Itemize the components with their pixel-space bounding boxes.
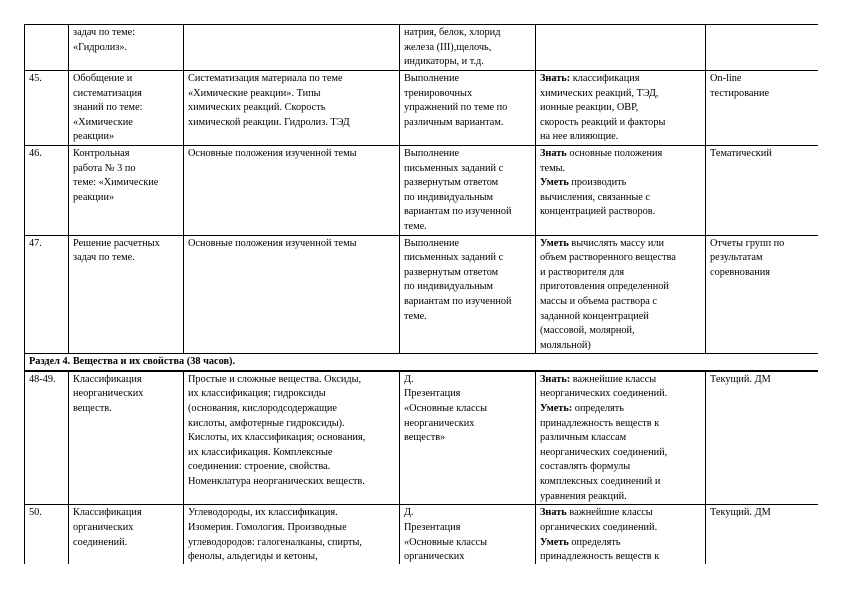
cell-line: «Гидролиз». [73, 41, 128, 53]
requirement-text: производить [568, 177, 627, 189]
cell-line: органических [73, 521, 134, 533]
section-header-body [25, 354, 819, 371]
cell-line [540, 251, 701, 266]
cell-line [540, 280, 701, 295]
lesson-activity [400, 71, 536, 146]
cell-line: Выполнение [404, 73, 460, 84]
cell-line [540, 521, 701, 536]
table-row [25, 235, 819, 354]
section-title: Раздел 4. Вещества и их свойства (38 часов). [25, 354, 819, 371]
requirement-keyword: Знать [540, 147, 567, 159]
requirement-text: составлять формулы [540, 461, 631, 473]
lesson-topic [69, 71, 184, 146]
cell-line: On-line [710, 73, 742, 84]
requirement-text: темы. [540, 162, 566, 174]
lesson-control [706, 145, 819, 235]
cell-line [540, 402, 701, 417]
cell-line: Текущий. ДМ [710, 373, 771, 385]
requirement-text: определять [572, 403, 624, 415]
lesson-content [184, 25, 400, 71]
cell-line: веществ» [404, 432, 446, 444]
cell-line: «Химические реакции». Типы [188, 87, 321, 99]
table-body-section [25, 371, 819, 564]
cell-line: Отчеты групп по [710, 237, 785, 249]
cell-line: вариантам по изученной [404, 206, 512, 218]
requirement-text: важнейшие классы [566, 507, 653, 519]
cell-line: различным вариантам. [404, 116, 504, 128]
cell-line [540, 147, 701, 162]
requirement-text: органических соединений. [540, 521, 658, 533]
cell-line: по индивидуальным [404, 281, 494, 293]
cell-line [540, 237, 701, 252]
requirement-text: принадлежность веществ к [540, 551, 660, 563]
cell-line: «Химические [73, 116, 133, 128]
cell-line: углеводородов: галогеналканы, спирты, [188, 536, 363, 548]
requirement-keyword: Знать: [540, 73, 571, 84]
lesson-content [184, 71, 400, 146]
table-row [25, 71, 819, 146]
cell-line: «Основные классы [404, 403, 488, 415]
lesson-activity [400, 145, 536, 235]
lesson-requirements [536, 71, 706, 146]
lesson-control [706, 25, 819, 71]
table-body [25, 25, 819, 354]
cell-line: Контрольная [73, 147, 130, 159]
cell-line: Выполнение [404, 237, 460, 249]
cell-line: органических [404, 551, 465, 563]
cell-line [540, 101, 701, 116]
requirement-text: комплексных соединений и [540, 476, 661, 488]
cell-line: химической реакции. Гидролиз. ТЭД [188, 116, 350, 128]
requirement-text: химических реакций, ТЭД, [540, 87, 659, 99]
requirement-text: неорганических соединений, [540, 446, 668, 458]
requirement-text: на нее влияющие. [540, 131, 619, 143]
requirement-text: основные положения [566, 147, 663, 159]
lesson-control [706, 505, 819, 564]
cell-line [540, 550, 701, 564]
cell-line: фенолы, альдегиды и кетоны, [188, 551, 318, 563]
cell-line [540, 130, 701, 145]
cell-line: Простые и сложные вещества. Оксиды, [188, 373, 362, 385]
lesson-content [184, 235, 400, 354]
cell-line: железа (III),щелочь, [404, 41, 492, 53]
cell-line: химических реакций. Скорость [188, 102, 326, 114]
cell-line: вариантам по изученной [404, 295, 512, 307]
cell-line: неорганических [404, 417, 475, 429]
cell-line: задач по теме: [73, 27, 136, 38]
cell-line: веществ. [73, 403, 112, 415]
cell-line [540, 72, 701, 87]
lesson-number: 50. [25, 505, 69, 564]
requirement-keyword: Уметь [540, 536, 569, 548]
cell-line [540, 475, 701, 490]
requirement-text: моляльной) [540, 339, 591, 351]
requirement-text: объем растворенного вещества [540, 252, 676, 264]
cell-line [540, 446, 701, 461]
requirement-keyword: Знать [540, 507, 567, 519]
requirement-text: принадлежность веществ к [540, 417, 660, 429]
requirement-text: заданной концентрацией [540, 310, 649, 322]
cell-line: Систематизация материала по теме [188, 73, 343, 84]
cell-line: Д. [404, 373, 414, 385]
cell-line: Основные положения изученной темы [188, 147, 357, 159]
cell-line: упражнений по теме по [404, 102, 508, 114]
cell-line: реакции» [73, 131, 115, 143]
cell-line: Классификация [73, 507, 142, 519]
cell-line: знаний по теме: [73, 102, 143, 114]
requirement-text: важнейшие классы [570, 373, 657, 385]
lesson-topic [69, 505, 184, 564]
requirement-text: вычислять массу или [568, 237, 664, 249]
cell-line: реакции» [73, 191, 115, 203]
cell-line: их классификация. Комплексные [188, 446, 333, 458]
cell-line [540, 266, 701, 281]
cell-line: задач по теме. [73, 252, 135, 264]
lesson-control [706, 71, 819, 146]
cell-line: письменных заданий с [404, 162, 504, 174]
cell-line: Изомерия. Гомология. Производные [188, 521, 347, 533]
lesson-number: 48-49. [25, 371, 69, 505]
lesson-activity [400, 371, 536, 505]
lesson-requirements [536, 145, 706, 235]
cell-line: Презентация [404, 521, 461, 533]
lesson-topic [69, 25, 184, 71]
requirement-keyword: Знать: [540, 373, 571, 385]
table-row [25, 371, 819, 505]
cell-line: развернутым ответом [404, 177, 499, 189]
cell-line: Кислоты, их классификация; основания, [188, 432, 366, 444]
lesson-activity [400, 235, 536, 354]
cell-line: Номенклатура неорганических веществ. [188, 476, 365, 488]
lesson-topic [69, 145, 184, 235]
lesson-topic [69, 371, 184, 505]
cell-line: соединения: строение, свойства. [188, 461, 331, 473]
cell-line: теме: «Химические [73, 177, 159, 189]
lesson-requirements [536, 235, 706, 354]
cell-line [540, 536, 701, 551]
requirement-text: различным классам [540, 432, 627, 444]
lesson-topic [69, 235, 184, 354]
cell-line [540, 191, 701, 206]
cell-line [540, 295, 701, 310]
requirement-text: и растворителя для [540, 266, 625, 278]
lesson-control [706, 235, 819, 354]
cell-line [540, 310, 701, 325]
cell-line [540, 417, 701, 432]
cell-line [540, 460, 701, 475]
cell-line: Текущий. ДМ [710, 507, 771, 519]
cell-line [540, 339, 701, 354]
cell-line: соревнования [710, 266, 771, 278]
cell-line: индикаторы, и т.д. [404, 56, 484, 68]
cell-line: (основания, кислородсодержащие [188, 403, 337, 415]
cell-line [540, 116, 701, 131]
cell-line: неорганических [73, 388, 144, 400]
lesson-content [184, 371, 400, 505]
cell-line [540, 373, 701, 388]
requirement-text: ионные реакции, ОВР, [540, 102, 639, 114]
requirement-keyword: Уметь [540, 177, 569, 189]
cell-line: работа № 3 по [73, 162, 136, 174]
requirement-keyword: Уметь [540, 237, 569, 249]
requirement-text: определять [568, 536, 621, 548]
requirement-text: классификация [570, 73, 640, 84]
cell-line: систематизация [73, 87, 142, 99]
cell-line: «Основные классы [404, 536, 488, 548]
cell-line: Обобщение и [73, 73, 133, 84]
requirement-text: массы и объема раствора с [540, 295, 657, 307]
lesson-requirements [536, 25, 706, 71]
cell-line: Углеводороды, их классификация. [188, 507, 338, 519]
requirement-keyword: Уметь: [540, 403, 573, 415]
cell-line: Д. [404, 507, 414, 519]
cell-line: результатам [710, 252, 763, 264]
cell-line [540, 490, 701, 505]
requirement-text: концентрацией растворов. [540, 206, 656, 218]
cell-line: Решение расчетных [73, 237, 160, 249]
cell-line: письменных заданий с [404, 252, 504, 264]
lesson-number [25, 25, 69, 71]
cell-line: теме. [404, 310, 427, 322]
requirement-text: скорость реакций и факторы [540, 116, 666, 128]
cell-line [540, 162, 701, 177]
table-row [25, 505, 819, 564]
cell-line: по индивидуальным [404, 191, 494, 203]
cell-line: Презентация [404, 388, 461, 400]
lesson-number: 46. [25, 145, 69, 235]
cell-line: развернутым ответом [404, 266, 499, 278]
requirement-text: приготовления определенной [540, 281, 669, 293]
cell-line [540, 506, 701, 521]
cell-line [540, 387, 701, 402]
cell-line: кислоты, амфотерные гидроксиды). [188, 417, 345, 429]
document-page [24, 24, 818, 564]
cell-line: Выполнение [404, 147, 460, 159]
cell-line: Основные положения изученной темы [188, 237, 357, 249]
cell-line: Тематический [710, 147, 772, 159]
cell-line: тренировочных [404, 87, 473, 99]
cell-line [540, 176, 701, 191]
cell-line: Классификация [73, 373, 142, 385]
table-row [25, 145, 819, 235]
lesson-plan-table [24, 24, 818, 564]
cell-line: натрия, белок, хлорид [404, 27, 501, 38]
lesson-activity [400, 25, 536, 71]
lesson-requirements [536, 505, 706, 564]
cell-line: тестирование [710, 87, 770, 99]
lesson-content [184, 505, 400, 564]
lesson-number: 45. [25, 71, 69, 146]
cell-line [540, 87, 701, 102]
requirement-text: неорганических соединений. [540, 388, 668, 400]
lesson-control [706, 371, 819, 505]
cell-line: их классификация; гидроксиды [188, 388, 326, 400]
requirement-text: уравнения реакций. [540, 490, 627, 502]
lesson-number: 47. [25, 235, 69, 354]
lesson-requirements [536, 371, 706, 505]
cell-line: соединений. [73, 536, 128, 548]
lesson-content [184, 145, 400, 235]
section-row [25, 354, 819, 371]
requirement-text: вычисления, связанные с [540, 191, 650, 203]
lesson-activity [400, 505, 536, 564]
cell-line [540, 431, 701, 446]
cell-line: теме. [404, 220, 427, 232]
requirement-text: (массовой, молярной, [540, 325, 635, 337]
cell-line [540, 205, 701, 220]
table-row [25, 25, 819, 71]
cell-line [540, 324, 701, 339]
